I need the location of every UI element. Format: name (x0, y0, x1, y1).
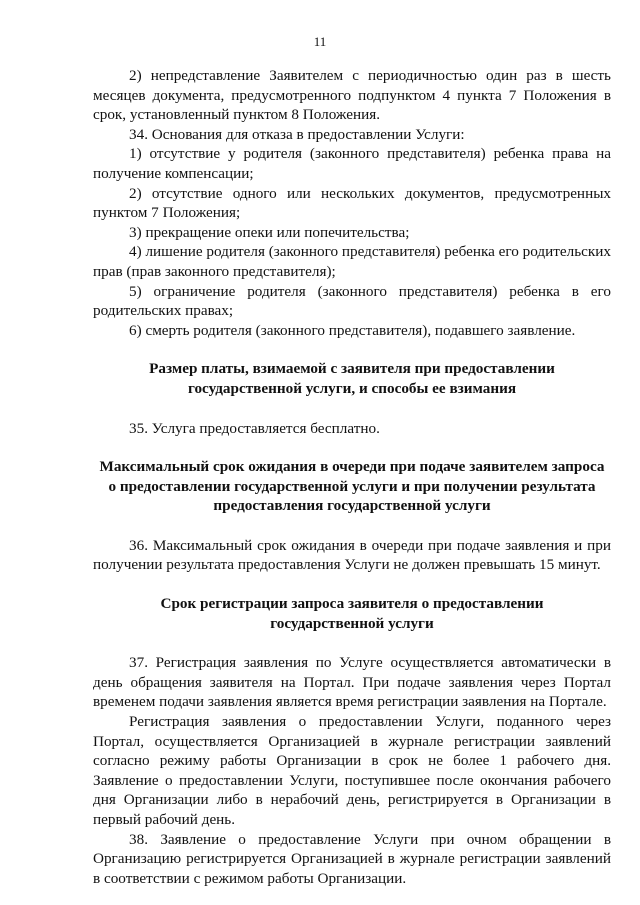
paragraph-36: 36. Максимальный срок ожидания в очереди при подаче заявления и при получении результата предоставления Услуги не должен превышать 15 минут. (93, 536, 611, 574)
heading-line: Срок регистрации запроса заявителя о предоставлении (160, 595, 544, 613)
paragraph-33-item-2: 2) непредставление Заявителем с периодичностью один раз в шесть месяцев документа, предусмотренного подпунктом 4 пункта 7 Положения в срок, установленный пунктом 8 Положения. (93, 67, 611, 124)
paragraph-34-item-3: 3) прекращение опеки или попечительства; (129, 223, 410, 241)
paragraph-34-item-2: 2) отсутствие одного или нескольких документов, предусмотренных пунктом 7 Положения; (93, 184, 611, 222)
document-body (93, 66, 611, 888)
heading-line: государственной услуги, и способы ее взимания (187, 379, 517, 397)
paragraph-38: 38. Заявление о предоставление Услуги при очном обращении в Организацию регистрируется Организацией в журнале регистрации заявлений в соответствии с режимом работы Организации. (93, 830, 611, 887)
paragraph-35: 35. Услуга предоставляется бесплатно. (129, 419, 380, 437)
paragraph-34-item-1: 1) отсутствие у родителя (законного представителя) ребенка права на получение компенсации; (93, 145, 611, 182)
heading-line: о предоставлении государственной услуги и при получении результата (108, 477, 596, 495)
section-heading-fee (93, 359, 611, 398)
paragraph-34-item-6: 6) смерть родителя (законного представителя), подавшего заявление. (129, 321, 576, 339)
heading-line: государственной услуги (270, 614, 434, 632)
section-heading-registration (93, 594, 611, 633)
section-heading-queue (93, 457, 611, 516)
heading-line: Максимальный срок ожидания в очереди при подаче заявителем запроса (99, 458, 605, 476)
paragraph-34-item-5: 5) ограничение родителя (законного представителя) ребенка в его родительских правах; (93, 282, 611, 320)
heading-line: Размер платы, взимаемой с заявителя при предоставлении (149, 360, 555, 378)
paragraph-34-intro: 34. Основания для отказа в предоставлении Услуги: (129, 125, 465, 143)
heading-line: предоставления государственной услуги (213, 497, 491, 515)
page-number: 11 (313, 34, 327, 49)
paragraph-37-continued: Регистрация заявления о предоставлении Услуги, поданного через Портал, осуществляется Организацией в журнале регистрации заявлений согласно режиму работы Организации в срок не более 1 рабочего дня. Заявление о предоставлении Услуги, поступившее после окончания рабочего дня Организации либо в нерабочий день, регистрируется в Организации в первый рабочий день. (93, 713, 611, 828)
paragraph-34-item-4: 4) лишение родителя (законного представителя) ребенка его родительских прав (прав законного представителя); (93, 243, 611, 280)
paragraph-37: 37. Регистрация заявления по Услуге осуществляется автоматически в день обращения заявителя на Портал. При подаче заявления через Портал временем подачи заявления является время регистрации заявления на Портале. (93, 654, 611, 711)
